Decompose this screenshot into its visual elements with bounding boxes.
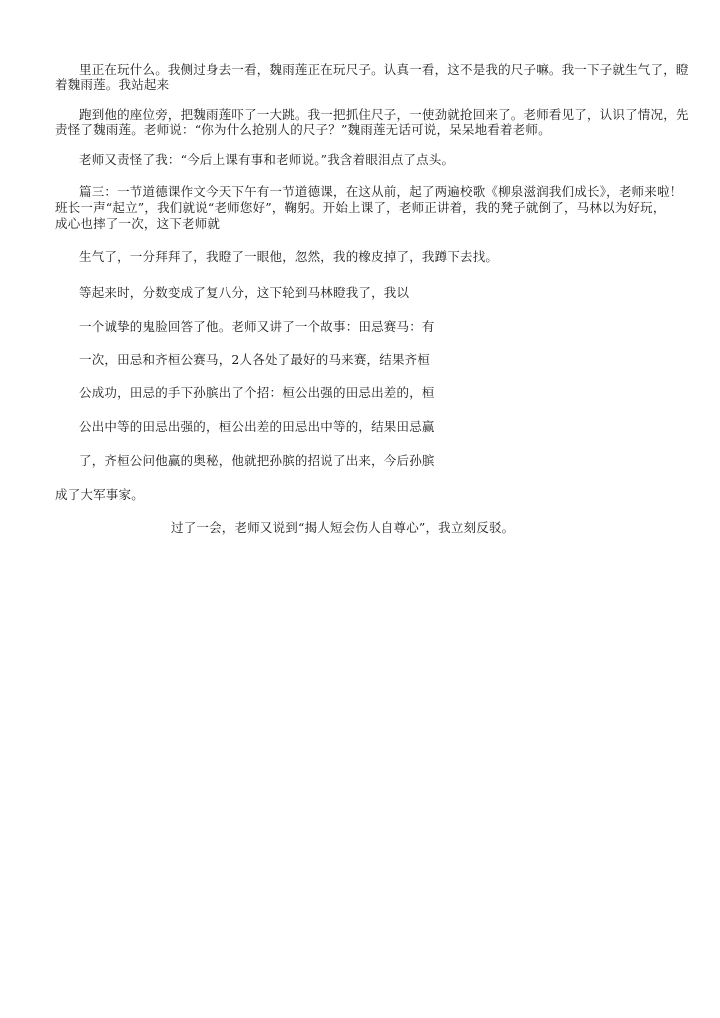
- text-line: 了，齐桓公问他赢的奥秘，他就把孙膑的招说了出来，今后孙膑: [79, 453, 435, 468]
- text-line: 跑到他的座位旁，把魏雨莲吓了一大跳。我一把抓住尺子，一使劲就抢回来了。老师看见了，认识了情况，先: [79, 107, 689, 122]
- text-line: 等起来时，分数变成了复八分，这下轮到马林瞪我了，我以: [79, 285, 410, 300]
- text-line: 成心也摔了一次，这下老师就: [55, 216, 221, 231]
- text-line: 一个诚挚的鬼脸回答了他。老师又讲了一个故事：田忌赛马：有: [79, 319, 435, 334]
- text-line: 公成功，田忌的手下孙膑出了个招：桓公出强的田忌出差的，桓: [79, 385, 435, 400]
- text-line: 一次，田忌和齐桓公赛马，2人各处了最好的马来赛，结果齐桓: [79, 352, 431, 367]
- text-line: 过了一会，老师又说到“揭人短会伤人自尊心”，我立刻反驳。: [171, 520, 515, 535]
- text-line: 生气了，一分拜拜了，我瞪了一眼他，忽然，我的橡皮掉了，我蹲下去找。: [79, 249, 499, 264]
- text-line: 公出中等的田忌出强的，桓公出差的田忌出中等的，结果田忌赢: [79, 419, 435, 434]
- text-line: 篇三：一节道德课作文今天下午有一节道德课，在这从前，起了两遍校歌《柳泉滋润我们成长》，老师来啦！: [79, 184, 683, 199]
- text-line: 责怪了魏雨莲。老师说：“你为什么抢别人的尺子？”魏雨莲无话可说，呆呆地看着老师。: [55, 122, 551, 137]
- text-line: 成了大军事家。: [55, 487, 144, 502]
- text-line: 老师又责怪了我：“今后上课有事和老师说。”我含着眼泪点了点头。: [79, 152, 455, 167]
- text-line: 着魏雨莲。我站起来: [55, 77, 170, 92]
- text-line: 班长一声“起立”，我们就说“老师您好”，鞠躬。开始上课了，老师正讲着，我的凳子就倒了，马林以为好玩，: [55, 200, 666, 215]
- text-line: 里正在玩什么。我侧过身去一看，魏雨莲正在玩尺子。认真一看，这不是我的尺子嘛。我一下子就生气了，瞪: [79, 62, 689, 77]
